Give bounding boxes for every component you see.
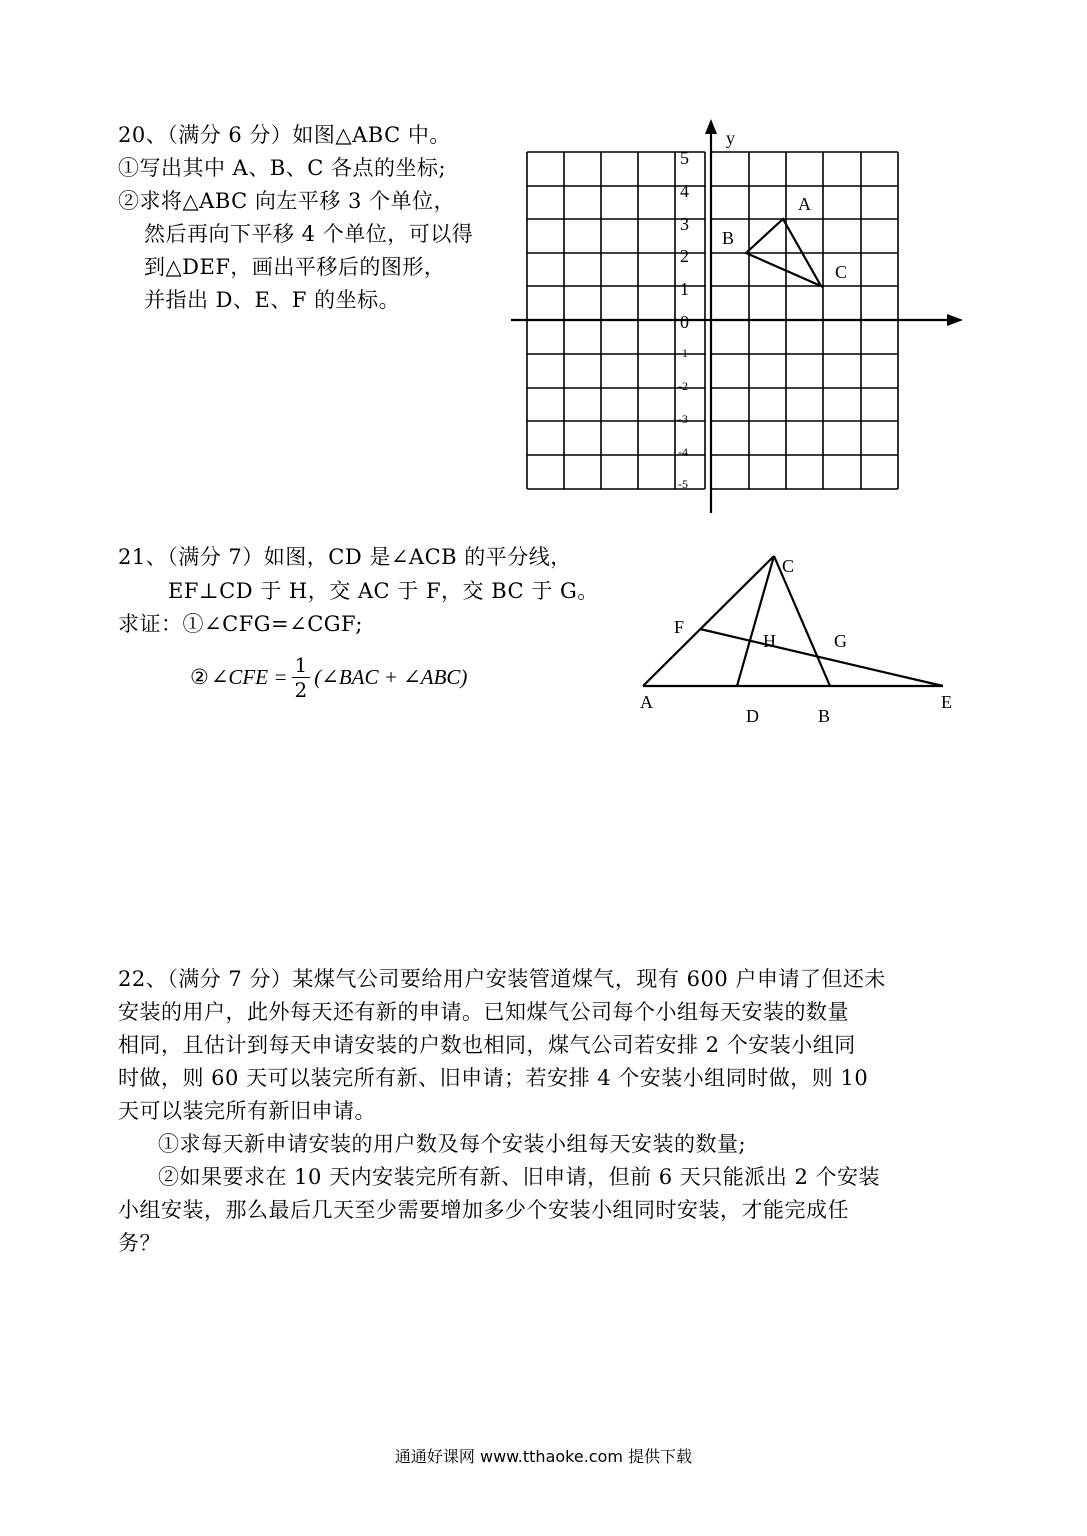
label-e: E [941,692,952,712]
formula-prefix: ② [190,665,209,689]
y-tick-5: 5 [680,148,689,168]
page-footer: 通通好课网 www.tthaoke.com 提供下载 [394,1447,693,1466]
formula-lhs: ∠CFE = [210,664,288,689]
label-g: G [834,631,847,651]
label-a: A [640,692,653,712]
q20-line-2: ①写出其中 A、B、C 各点的坐标; [118,156,447,180]
y-tick-neg1: -1 [678,346,688,360]
fraction-numerator: 1 [292,653,311,678]
q21-line-2: EF⊥CD 于 H，交 AC 于 F，交 BC 于 G。 [168,579,599,603]
q20-line-1: 20、（满分 6 分）如图△ABC 中。 [118,123,451,147]
y-tick-1: 1 [680,279,689,299]
fraction-denominator: 2 [294,677,308,702]
y-axis-arrow-icon [705,119,717,134]
y-tick-3: 3 [680,214,689,234]
q20-line-6: 并指出 D、E、F 的坐标。 [144,288,401,312]
y-tick-neg4: -4 [678,445,688,459]
q22-line-5: 天可以装完所有新旧申请。 [118,1099,376,1123]
triangle-bisector-figure [630,545,970,730]
x-axis-arrow-icon [947,314,963,326]
label-h: H [763,631,776,651]
q22-line-3: 相同，且估计到每天申请安装的户数也相同，煤气公司若安排 2 个安装小组同 [118,1033,856,1057]
q22-line-2: 安装的用户，此外每天还有新的申请。已知煤气公司每个小组每天安装的数量 [118,1000,849,1024]
y-tick-2: 2 [680,246,689,266]
y-tick-0: 0 [680,312,689,332]
q22-line-7: ②如果要求在 10 天内安装完所有新、旧申请，但前 6 天只能派出 2 个安装 [158,1165,880,1189]
q22-line-4: 时做，则 60 天可以装完所有新、旧申请；若安排 4 个安装小组同时做，则 10 [118,1066,869,1090]
point-label-c: C [835,262,848,282]
formula-fraction [292,653,311,702]
q20-line-4: 然后再向下平移 4 个单位，可以得 [144,222,474,246]
q22-line-9: 务？ [118,1231,161,1255]
y-axis-label: y [726,128,735,148]
y-tick-neg2: -2 [678,379,688,393]
label-c: C [782,556,795,576]
q21-line-3: 求证：①∠CFG=∠CGF; [118,612,363,636]
segment-fe [700,629,943,686]
point-label-b: B [722,228,735,248]
y-tick-neg3: -3 [678,412,688,426]
y-tick-neg5: -5 [678,477,688,491]
segment-ac [643,556,774,686]
q22-line-8: 小组安装，那么最后几天至少需要增加多少个安装小组同时安装，才能完成任 [118,1198,849,1222]
coordinate-grid-figure [505,115,975,520]
q22-line-1: 22、（满分 7 分）某煤气公司要给用户安装管道煤气，现有 600 户申请了但还未 [118,967,886,991]
q21-formula [190,645,467,709]
formula-rhs: (∠BAC + ∠ABC) [314,664,468,689]
q20-line-3: ②求将△ABC 向左平移 3 个单位， [118,189,456,213]
y-tick-4: 4 [680,181,689,201]
label-d: D [746,706,759,726]
point-label-a: A [798,194,811,214]
label-b: B [818,706,831,726]
q21-line-1: 21、（满分 7）如图，CD 是∠ACB 的平分线， [118,545,572,569]
q22-line-6: ①求每天新申请安装的用户数及每个安装小组每天安装的数量; [158,1132,747,1156]
q20-line-5: 到△DEF，画出平移后的图形， [144,255,446,279]
label-f: F [674,617,685,637]
